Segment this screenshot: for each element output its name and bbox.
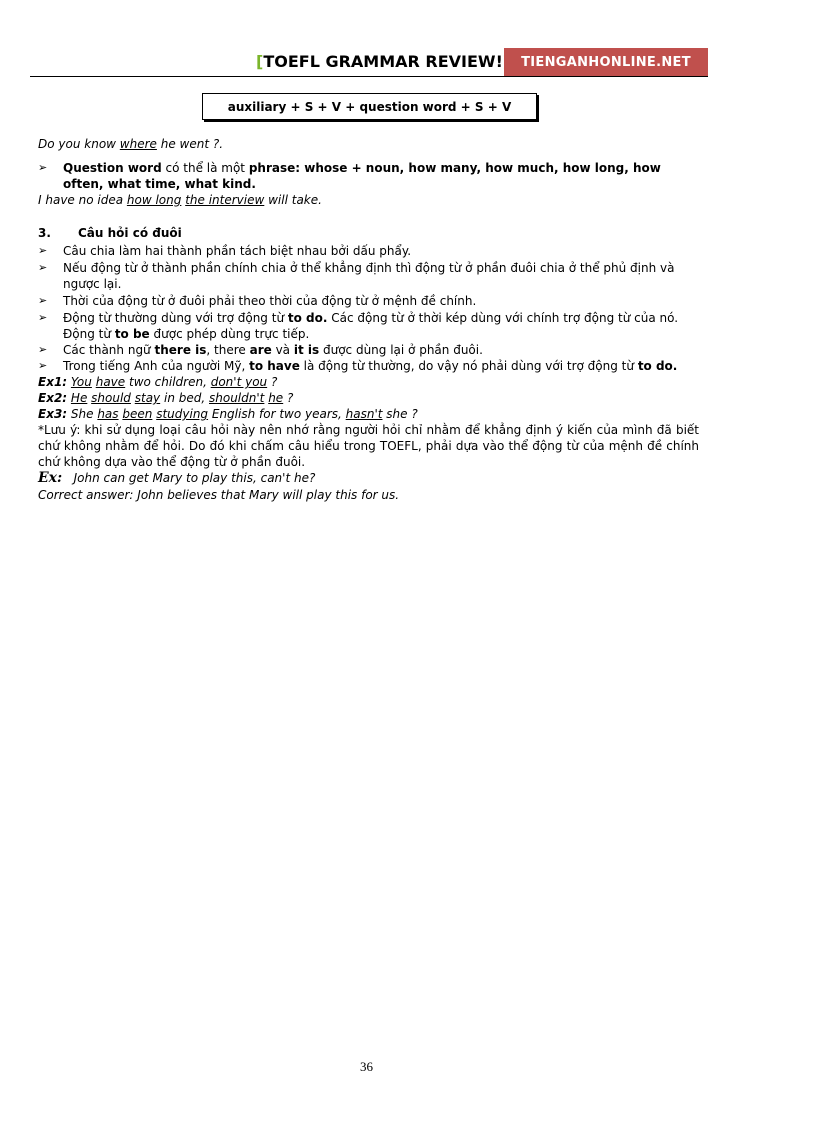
bullet-item — [63, 310, 678, 326]
arrow-bullet-icon: ➢ — [38, 294, 48, 307]
bullet-text: và — [271, 343, 294, 357]
term: Question word — [63, 161, 162, 175]
term: it is — [293, 343, 320, 357]
arrow-bullet-icon: ➢ — [38, 244, 48, 257]
example-final — [38, 470, 315, 486]
example-text: ? — [283, 391, 294, 405]
underlined-word: studying — [156, 407, 209, 421]
example-text: two children, — [125, 375, 211, 389]
example-label: Ex1: — [38, 375, 68, 389]
bullet-text: là động từ thường, do vậy nó phải dùng với trợ động từ — [299, 359, 638, 373]
arrow-bullet-icon: ➢ — [38, 161, 48, 174]
term: to be — [114, 327, 150, 341]
term: to do. — [637, 359, 678, 373]
bullet-text: Động từ — [63, 327, 115, 341]
arrow-bullet-icon: ➢ — [38, 261, 48, 274]
term: to have — [249, 359, 300, 373]
note-question-word-cont: often, what time, what kind. — [63, 177, 256, 191]
underlined-word: how long — [126, 193, 182, 207]
brand-text: TIENGANHONLINE.NET — [521, 54, 691, 70]
bullet-item-cont — [63, 326, 309, 342]
underlined-word: have — [95, 375, 126, 389]
bullet-item: Thời của động từ ở đuôi phải theo thời của động từ ở mệnh đề chính. — [63, 294, 477, 308]
bullet-item-cont: ngược lại. — [63, 277, 122, 291]
bullet-text: , there — [206, 343, 250, 357]
underlined-word: shouldn't — [209, 391, 265, 405]
bullet-item — [63, 358, 677, 374]
header-title — [256, 52, 510, 71]
brand-banner — [504, 48, 708, 76]
example-text: Do you know — [38, 137, 120, 151]
term: there is — [154, 343, 207, 357]
formula-text: auxiliary + S + V + question word + S + V — [227, 99, 512, 114]
term: are — [249, 343, 272, 357]
example-ex1 — [38, 374, 277, 390]
example-text: in bed, — [160, 391, 209, 405]
example-text: he went ?. — [156, 137, 224, 151]
section-number: 3. — [38, 226, 51, 240]
term: to do. — [287, 311, 328, 325]
header-title-text: TOEFL GRAMMAR REVIEW! — [263, 52, 503, 71]
underlined-word: has — [97, 407, 119, 421]
example-text: ? — [267, 375, 278, 389]
example-text: will take. — [264, 193, 322, 207]
example-text: She — [67, 407, 98, 421]
example-ex2 — [38, 390, 293, 406]
term: phrase: whose + noun, how many, how much, how long, how — [248, 161, 661, 175]
bullet-item: Nếu động từ ở thành phần chính chia ở thể khẳng định thì động từ ở phần đuôi chia ở thể phủ định và — [63, 261, 675, 275]
underlined-word: don't you — [210, 375, 268, 389]
note-text: có thể là một — [161, 161, 249, 175]
underlined-word: stay — [134, 391, 161, 405]
bullet-text: được phép dùng trực tiếp. — [149, 327, 310, 341]
example-text: John can get Mary to play this, can't he? — [73, 471, 316, 485]
bullet-text: Các động từ ở thời kép dùng với chính trợ động từ của nó. — [327, 311, 679, 325]
underlined-word: hasn't — [345, 407, 383, 421]
arrow-bullet-icon: ➢ — [38, 343, 48, 356]
example-text: I have no idea — [38, 193, 127, 207]
arrow-bullet-icon: ➢ — [38, 359, 48, 372]
bullet-text: được dùng lại ở phần đuôi. — [319, 343, 483, 357]
example-label: Ex: — [38, 470, 63, 486]
note-question-word — [63, 160, 699, 176]
underlined-word: should — [91, 391, 131, 405]
page-number: 36 — [360, 1059, 373, 1074]
underlined-word: the interview — [185, 193, 265, 207]
note-paragraph: *Lưu ý: khi sử dụng loại câu hỏi này nên nhớ rằng người hỏi chỉ nhằm để khẳng định ý kiến của mình đã biết chứ không nhằm để hỏi. Do đó khi chấm câu hiểu trong TOEFL, phải dựa vào thể động từ của mệnh đề chính chứ không dựa vào thể động từ ở phần đuôi. — [38, 423, 699, 469]
example-label: Ex2: — [38, 391, 68, 405]
example-how-long — [38, 192, 322, 208]
underlined-word: he — [268, 391, 284, 405]
underlined-word: where — [119, 137, 157, 151]
open-bracket: [ — [256, 52, 264, 71]
example-where — [38, 136, 223, 152]
bullet-text: Động từ thường dùng với trợ động từ — [63, 311, 288, 325]
arrow-bullet-icon: ➢ — [38, 311, 48, 324]
underlined-word: You — [70, 375, 92, 389]
example-text: she ? — [382, 407, 418, 421]
bullet-item — [63, 342, 483, 358]
header-divider — [30, 76, 708, 77]
example-text: English for two years, — [208, 407, 346, 421]
example-label: Ex3: — [38, 407, 68, 421]
bullet-text: Trong tiếng Anh của người Mỹ, — [63, 359, 250, 373]
bullet-item: Câu chia làm hai thành phần tách biệt nhau bởi dấu phẩy. — [63, 244, 412, 258]
correct-answer: Correct answer: John believes that Mary will play this for us. — [38, 488, 400, 502]
example-ex3 — [38, 406, 418, 422]
underlined-word: been — [122, 407, 153, 421]
section-title: Câu hỏi có đuôi — [78, 226, 182, 240]
bullet-text: Các thành ngữ — [63, 343, 155, 357]
formula-box — [202, 93, 537, 120]
underlined-word: He — [70, 391, 88, 405]
